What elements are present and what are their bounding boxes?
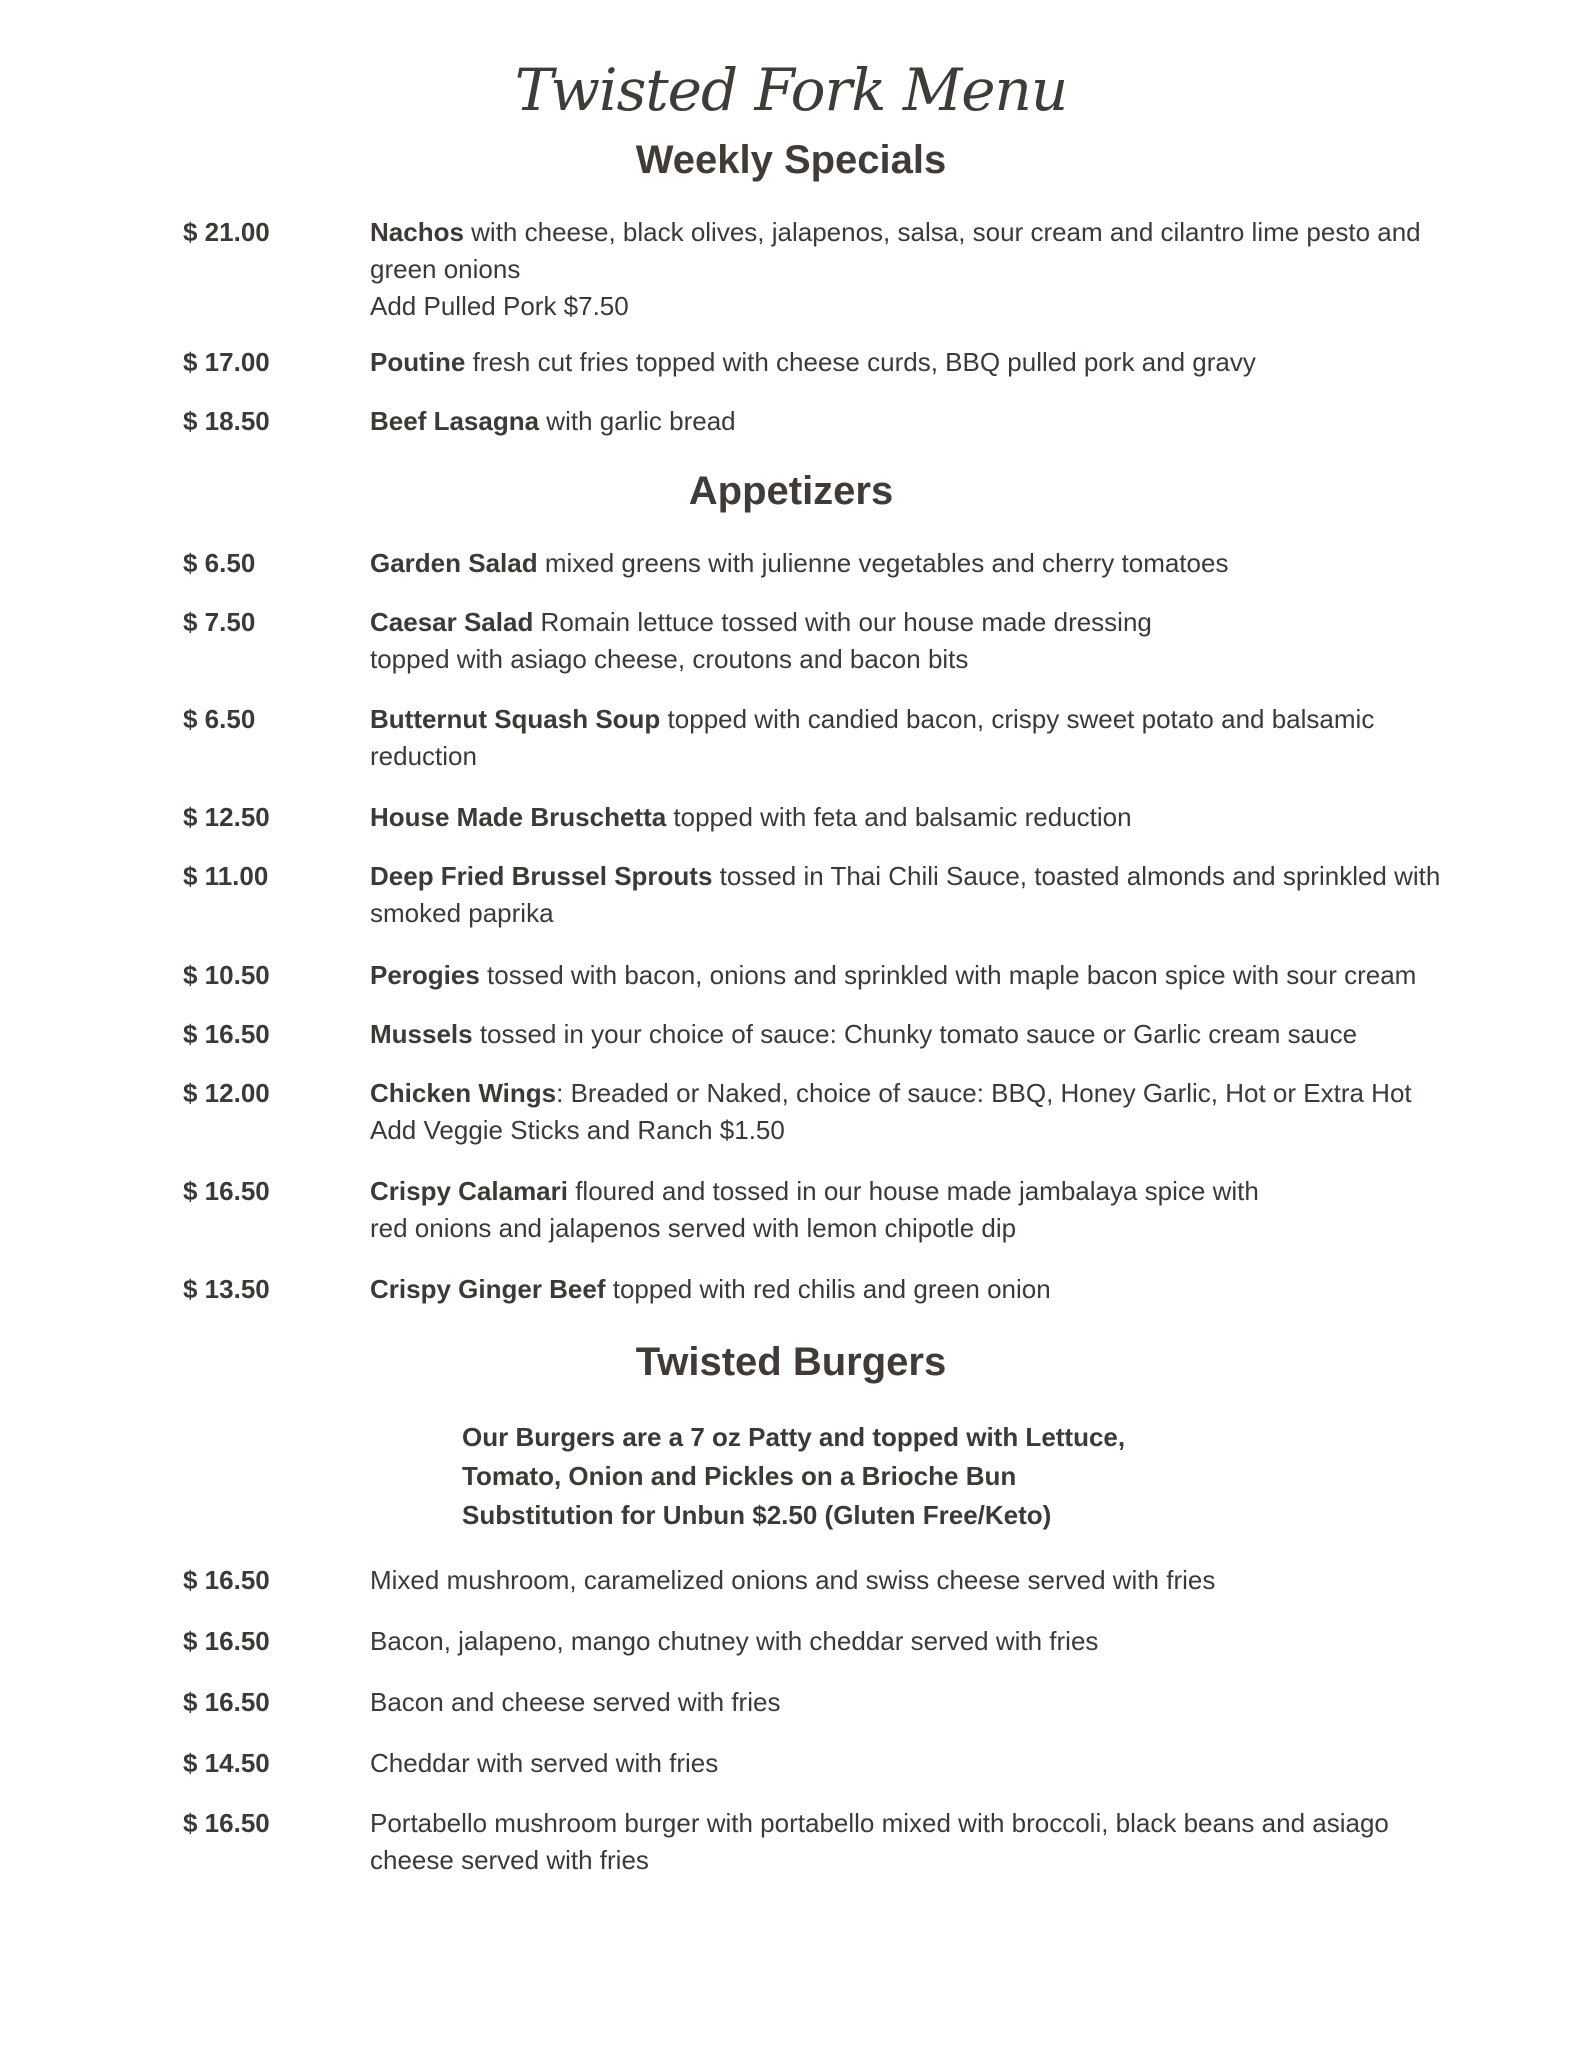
- item-description: Portabello mushroom burger with portabello mixed with broccoli, black beans and asiago cheese served with fries: [370, 1808, 1389, 1875]
- item-description: Mussels tossed in your choice of sauce: Chunky tomato sauce or Garlic cream sauce: [370, 1019, 1358, 1049]
- item-description: Perogies tossed with bacon, onions and sprinkled with maple bacon spice with sour cream: [370, 960, 1417, 990]
- item-price: $ 17.00: [183, 347, 270, 377]
- item-name: Caesar Salad: [370, 607, 534, 637]
- item-price: $ 10.50: [183, 960, 270, 990]
- item-description: Bacon and cheese served with fries: [370, 1687, 781, 1717]
- burger-info-note: Our Burgers are a 7 oz Patty and topped with Lettuce, Tomato, Onion and Pickles on a Brioche Bun Substitution for Unbun $2.50 (Gluten Free/Keto): [462, 1422, 1126, 1530]
- item-name: Butternut Squash Soup: [370, 704, 661, 734]
- item-price: $ 16.50: [183, 1687, 270, 1717]
- item-description: Cheddar with served with fries: [370, 1748, 719, 1778]
- item-name: Crispy Calamari: [370, 1176, 568, 1206]
- item-name: Chicken Wings: [370, 1078, 557, 1108]
- item-price: $ 16.50: [183, 1626, 270, 1656]
- item-price: $ 12.00: [183, 1078, 270, 1108]
- item-price: $ 14.50: [183, 1748, 270, 1778]
- item-description: Beef Lasagna with garlic bread: [370, 406, 736, 436]
- item-price: $ 6.50: [183, 704, 256, 734]
- item-price: $ 7.50: [183, 607, 256, 637]
- item-description: Caesar Salad Romain lettuce tossed with our house made dressing topped with asiago cheese, croutons and bacon bits: [370, 607, 1152, 674]
- item-price: $ 21.00: [183, 217, 270, 247]
- item-price: $ 13.50: [183, 1274, 270, 1304]
- item-description: Crispy Calamari floured and tossed in our house made jambalaya spice with red onions and jalapenos served with lemon chipotle dip: [370, 1176, 1259, 1243]
- item-name: Mussels: [370, 1019, 473, 1049]
- item-description: House Made Bruschetta topped with feta and balsamic reduction: [370, 802, 1132, 832]
- item-price: $ 16.50: [183, 1176, 270, 1206]
- item-price: $ 18.50: [183, 406, 270, 436]
- item-description: Deep Fried Brussel Sprouts tossed in Thai Chili Sauce, toasted almonds and sprinkled with smoked paprika: [370, 861, 1441, 928]
- twisted-burgers-heading: Twisted Burgers: [635, 1340, 947, 1384]
- item-price: $ 16.50: [183, 1019, 270, 1049]
- item-name: Nachos: [370, 217, 464, 247]
- item-price: $ 6.50: [183, 548, 256, 578]
- item-description: Butternut Squash Soup topped with candied bacon, crispy sweet potato and balsamic reduction: [370, 704, 1375, 771]
- weekly-specials-heading: Weekly Specials: [635, 138, 947, 182]
- item-description: Crispy Ginger Beef topped with red chilis and green onion: [370, 1274, 1051, 1304]
- item-description: Chicken Wings: Breaded or Naked, choice of sauce: BBQ, Honey Garlic, Hot or Extra Hot Add Veggie Sticks and Ranch $1.50: [370, 1078, 1412, 1145]
- menu-title: Twisted Fork Menu: [514, 56, 1068, 124]
- item-description: Nachos with cheese, black olives, jalapenos, salsa, sour cream and cilantro lime pesto and green onions Add Pulled Pork $7.50: [370, 217, 1421, 321]
- appetizers-heading: Appetizers: [688, 469, 894, 513]
- item-name: Deep Fried Brussel Sprouts: [370, 861, 713, 891]
- item-name: Beef Lasagna: [370, 406, 540, 436]
- item-name: Crispy Ginger Beef: [370, 1274, 606, 1304]
- item-description: Bacon, jalapeno, mango chutney with cheddar served with fries: [370, 1626, 1099, 1656]
- item-name: Perogies: [370, 960, 480, 990]
- item-price: $ 16.50: [183, 1808, 270, 1838]
- item-name: Poutine: [370, 347, 466, 377]
- item-name: Garden Salad: [370, 548, 538, 578]
- item-price: $ 12.50: [183, 802, 270, 832]
- item-description: Poutine fresh cut fries topped with cheese curds, BBQ pulled pork and gravy: [370, 347, 1256, 377]
- item-name: House Made Bruschetta: [370, 802, 667, 832]
- item-price: $ 11.00: [183, 861, 269, 891]
- item-description: Mixed mushroom, caramelized onions and swiss cheese served with fries: [370, 1565, 1216, 1595]
- item-price: $ 16.50: [183, 1565, 270, 1595]
- item-description: Garden Salad mixed greens with julienne vegetables and cherry tomatoes: [370, 548, 1229, 578]
